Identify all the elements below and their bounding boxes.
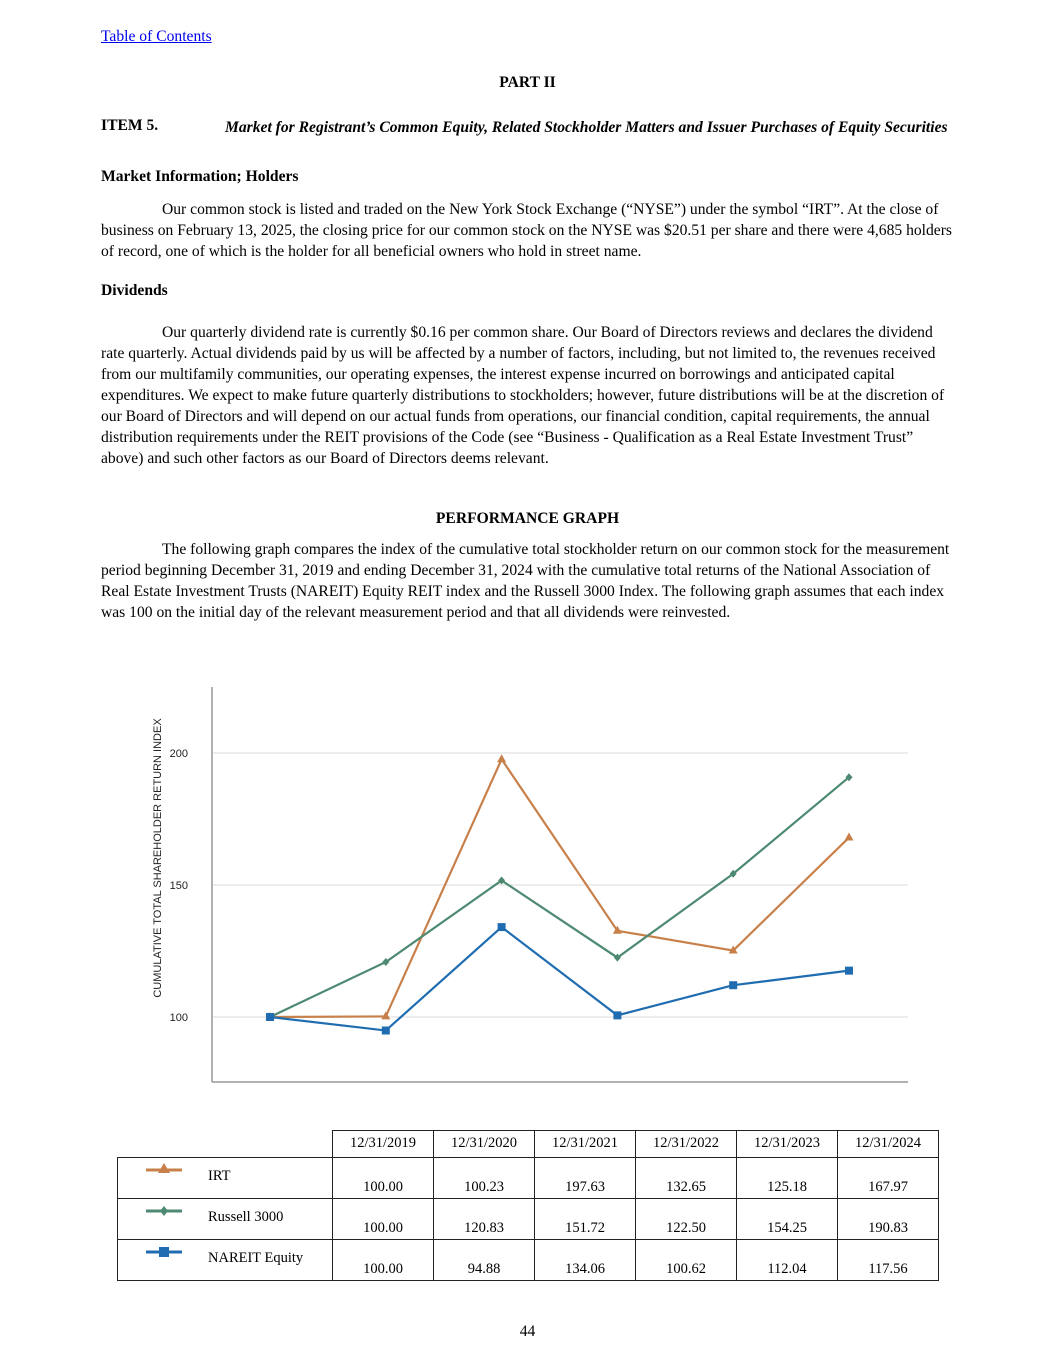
table-cell: 112.04 — [737, 1240, 838, 1281]
column-header: 12/31/2023 — [737, 1131, 838, 1158]
data-point — [845, 967, 853, 975]
item-number: ITEM 5. — [101, 117, 159, 134]
data-point — [845, 833, 854, 841]
performance-paragraph: The following graph compares the index of the cumulative total stockholder return on our common stock for the measurement period beginning December 31, 2019 and ending December 31, 2024 with the cumulative total returns of the National Association of Real Estate Investment Trusts (NAREIT) Equity REIT index and the Russell 3000 Index. The following graph assumes that each index was 100 on the initial day of the relevant measurement period and that all dividends were reinvested. — [101, 541, 950, 621]
market-paragraph: Our common stock is listed and traded on the New York Stock Exchange (“NYSE”) under the symbol “IRT”. At the close of business on February 13, 2025, the closing price for our common stock on the NYSE was $20.51 per share and there were 4,685 holders of record, one of which is the holder for all beneficial owners who hold in street name. — [101, 201, 952, 260]
column-header: 12/31/2022 — [636, 1131, 737, 1158]
table-cell: 100.62 — [636, 1240, 737, 1281]
market-heading: Market Information; Holders — [101, 168, 299, 185]
dividends-heading: Dividends — [101, 282, 168, 299]
table-corner — [118, 1131, 333, 1158]
y-tick-label: 150 — [169, 880, 188, 892]
table-cell: 100.00 — [333, 1240, 434, 1281]
table-cell: 167.97 — [838, 1158, 939, 1199]
performance-heading: PERFORMANCE GRAPH — [435, 510, 620, 527]
column-header: 12/31/2019 — [333, 1131, 434, 1158]
diamond-marker-icon — [146, 1201, 182, 1217]
dividends-paragraph: Our quarterly dividend rate is currently $0.16 per common share. Our Board of Directors reviews and declares the dividend rate quarterly. Actual dividends paid by us will be affected by a number of factors, including, but not limited to, the revenues received from our multifamily communities, our operating expenses, the interest expense incurred on borrowings and anticipated capital expenditures. We expect to make future quarterly distributions to stockholders; however, future distributions will be at the discretion of our Board of Directors and will depend on our actual funds from operations, our financial condition, capital requirements, the annual distribution requirements under the REIT provisions of the Code (see “Business - Qualification as a Real Estate Investment Trust” above) and such other factors as our Board of Directors deems relevant. — [101, 324, 945, 467]
table-cell: 100.23 — [434, 1158, 535, 1199]
table-cell: 197.63 — [535, 1158, 636, 1199]
item-title: Market for Registrant’s Common Equity, Related Stockholder Matters and Issuer Purchases of Equity Securities — [225, 119, 948, 136]
table-row — [118, 1158, 939, 1199]
column-header: 12/31/2021 — [535, 1131, 636, 1158]
page-number: 44 — [519, 1323, 536, 1340]
table-cell: 94.88 — [434, 1240, 535, 1281]
table-row — [118, 1240, 939, 1281]
triangle-marker-icon — [146, 1160, 182, 1176]
data-point — [266, 1013, 274, 1021]
part-heading: PART II — [499, 74, 556, 91]
table-cell: 117.56 — [838, 1240, 939, 1281]
table-header-row — [118, 1131, 939, 1158]
table-cell: 134.06 — [535, 1240, 636, 1281]
data-point — [382, 1027, 390, 1035]
data-point — [498, 923, 506, 931]
y-tick-label: 200 — [169, 748, 188, 760]
performance-chart — [140, 680, 920, 1090]
data-point — [497, 754, 506, 762]
series-name: Russell 3000 — [208, 1209, 284, 1225]
series-name: IRT — [208, 1168, 231, 1184]
series-line-0 — [270, 759, 849, 1017]
data-point — [613, 1011, 621, 1019]
square-marker-icon — [146, 1242, 182, 1258]
table-row — [118, 1199, 939, 1240]
table-cell: 122.50 — [636, 1199, 737, 1240]
table-cell: 154.25 — [737, 1199, 838, 1240]
y-tick-label: 100 — [169, 1012, 188, 1024]
column-header: 12/31/2020 — [434, 1131, 535, 1158]
table-cell: 190.83 — [838, 1199, 939, 1240]
table-cell: 132.65 — [636, 1158, 737, 1199]
column-header: 12/31/2024 — [838, 1131, 939, 1158]
series-name: NAREIT Equity — [208, 1250, 304, 1266]
table-cell: 120.83 — [434, 1199, 535, 1240]
table-cell: 100.00 — [333, 1158, 434, 1199]
series-line-2 — [270, 927, 849, 1030]
y-axis-label: CUMULATIVE TOTAL SHAREHOLDER RETURN INDEX — [152, 718, 164, 998]
table-cell: 100.00 — [333, 1199, 434, 1240]
table-cell: 151.72 — [535, 1199, 636, 1240]
data-point — [729, 981, 737, 989]
table-of-contents-link[interactable]: Table of Contents — [101, 28, 212, 45]
table-cell: 125.18 — [737, 1158, 838, 1199]
performance-table — [117, 1130, 939, 1281]
